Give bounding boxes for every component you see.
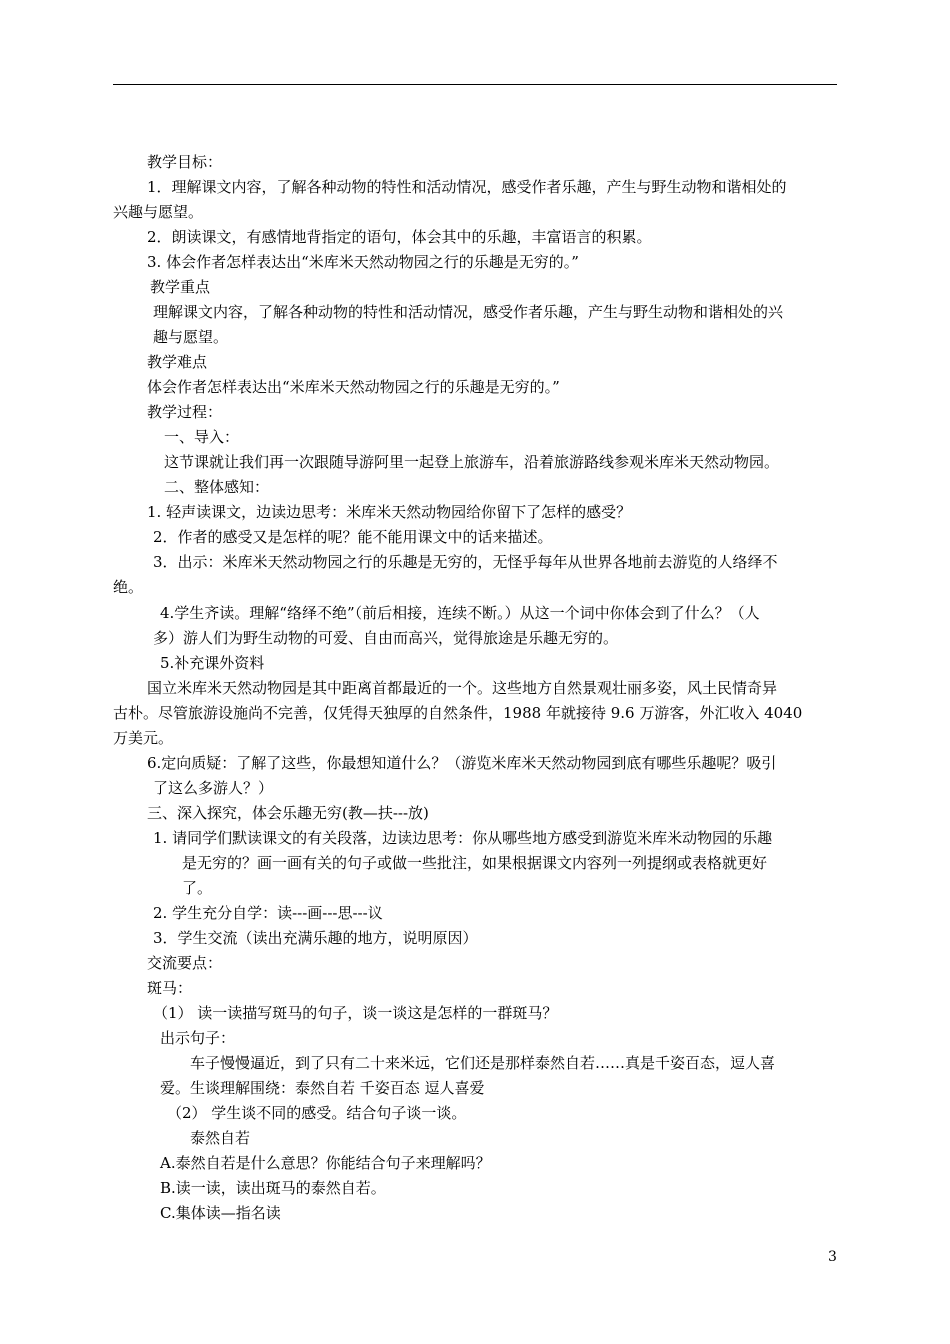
heading-teaching-goals: 教学目标：: [147, 153, 223, 171]
section-3-item-3: 3．学生交流（读出充满乐趣的地方，说明原因）: [153, 929, 478, 947]
key-point-line-1: 理解课文内容，了解各种动物的特性和活动情况，感受作者乐趣，产生与野生动物和谐相处的兴: [153, 303, 784, 321]
heading-key-points: 教学重点: [150, 278, 211, 296]
difficulty-text: 体会作者怎样表达出“米库米天然动物园之行的乐趣是无穷的。”: [147, 378, 560, 396]
zebra-step-1: （1） 读一读描写斑马的句子，谈一谈这是怎样的一群斑马？: [153, 1004, 558, 1022]
section-2-item-5: 5.补充课外资料: [160, 654, 265, 672]
section-3-heading: 三、深入探究，体会乐趣无穷(教—扶---放): [147, 804, 429, 822]
zebra-heading: 斑马：: [147, 979, 193, 997]
section-2-item-1: 1. 轻声读课文，边读边思考：米库米天然动物园给你留下了怎样的感受？: [147, 503, 632, 521]
keyword-item-a: A.泰然自若是什么意思？你能结合句子来理解吗？: [160, 1154, 491, 1172]
supplement-line-3: 万美元。: [113, 729, 174, 747]
section-3-item-1-line-1: 1. 请同学们默读课文的有关段落，边读边思考：你从哪些地方感受到游览米库米动物园的乐趣: [153, 829, 773, 847]
key-point-line-2: 趣与愿望。: [153, 328, 229, 346]
section-2-item-3-line-2: 绝。: [113, 578, 144, 596]
section-1-text: 这节课就让我们再一次跟随导游阿里一起登上旅游车，沿着旅游路线参观米库米天然动物园。: [164, 453, 780, 471]
heading-difficulties: 教学难点: [147, 353, 208, 371]
keyword-item-b: B.读一读，读出斑马的泰然自若。: [160, 1179, 386, 1197]
section-2-item-4-line-1: 4.学生齐读。理解“络绎不绝”（前后相接，连续不断。）从这一个词中你体会到了什么？（人: [160, 604, 760, 622]
section-3-item-1-line-2: 是无穷的？画一画有关的句子或做一些批注，如果根据课文内容列一列提纲或表格就更好: [182, 854, 768, 872]
keyword-heading: 泰然自若: [190, 1129, 251, 1147]
section-2-item-2: 2．作者的感受又是怎样的呢？能不能用课文中的话来描述。: [153, 528, 553, 546]
goal-2: 2．朗读课文，有感情地背指定的语句，体会其中的乐趣，丰富语言的积累。: [147, 228, 652, 246]
section-2-item-3-line-1: 3．出示：米库米天然动物园之行的乐趣是无穷的，无怪乎每年从世界各地前去游览的人络绎不: [153, 553, 778, 571]
section-3-item-2: 2. 学生充分自学：读---画---思---议: [153, 904, 383, 922]
section-2-item-6-line-2: 了这么多游人？）: [153, 779, 274, 797]
show-sentence-label: 出示句子：: [160, 1029, 236, 1047]
section-2-item-6-line-1: 6.定向质疑：了解了这些，你最想知道什么？（游览米库米天然动物园到底有哪些乐趣呢？吸引: [147, 754, 777, 772]
section-3-item-1-line-3: 了。: [182, 879, 213, 897]
supplement-line-2: 古朴。尽管旅游设施尚不完善，仅凭得天独厚的自然条件，1988 年就接待 9.6 万游客，外汇收入 4040: [113, 704, 803, 722]
page-number: 3: [828, 1249, 837, 1265]
exchange-points-heading: 交流要点：: [147, 954, 223, 972]
quote-line-1: 车子慢慢逼近，到了只有二十来米远，它们还是那样泰然自若……真是千姿百态，逗人喜: [190, 1054, 776, 1072]
zebra-step-2: （2） 学生谈不同的感受。结合句子谈一谈。: [167, 1104, 467, 1122]
quote-line-2: 爱。生谈理解围绕：泰然自若 千姿百态 逗人喜爱: [160, 1079, 485, 1097]
goal-1-line-2: 兴趣与愿望。: [113, 203, 204, 221]
supplement-line-1: 国立米库米天然动物园是其中距离首都最近的一个。这些地方自然景观壮丽多姿，风土民情奇异: [147, 679, 778, 697]
section-2-heading: 二、整体感知：: [164, 478, 270, 496]
keyword-item-c: C.集体读—指名读: [160, 1204, 281, 1222]
section-1-heading: 一、导入：: [164, 428, 240, 446]
section-2-item-4-line-2: 多）游人们为野生动物的可爱、自由而高兴，觉得旅途是乐趣无穷的。: [153, 629, 619, 647]
heading-process: 教学过程：: [147, 403, 223, 421]
goal-1-line-1: 1．理解课文内容，了解各种动物的特性和活动情况，感受作者乐趣，产生与野生动物和谐相处的: [147, 178, 787, 196]
header-rule: [113, 84, 837, 85]
goal-3: 3. 体会作者怎样表达出“米库米天然动物园之行的乐趣是无穷的。”: [147, 253, 579, 271]
